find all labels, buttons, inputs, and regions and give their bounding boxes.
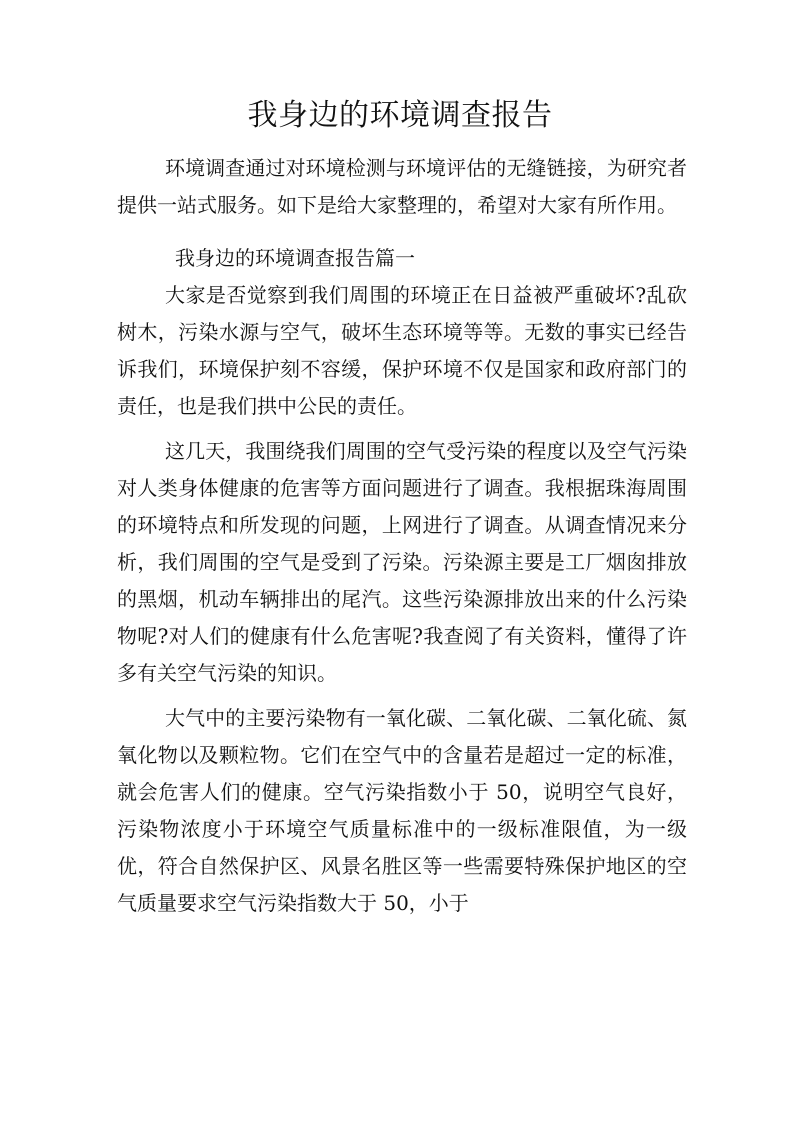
body-paragraph-1: 大家是否觉察到我们周围的环境正在日益被严重破坏?乱砍树木，污染水源与空气，破坏生态环境等等。无数的事实已经告诉我们，环境保护刻不容缓，保护环境不仅是国家和政府部门的责任，也是我们拱中公民的责任。	[117, 283, 687, 418]
document-body	[117, 150, 687, 922]
section-heading: 我身边的环境调查报告篇一	[175, 246, 415, 270]
body-paragraph-2: 这几天，我围绕我们周围的空气受污染的程度以及空气污染对人类身体健康的危害等方面问题进行了调查。我根据珠海周围的环境特点和所发现的问题，上网进行了调查。从调查情况来分析，我们周围的空气是受到了污染。污染源主要是工厂烟囱排放的黑烟，机动车辆排出的尾汽。这些污染源排放出来的什么污染物呢?对人们的健康有什么危害呢?我查阅了有关资料，懂得了许多有关空气污染的知识。	[117, 439, 687, 685]
body-paragraph-3: 大气中的主要污染物有一氧化碳、二氧化碳、二氧化硫、氮氧化物以及颗粒物。它们在空气中的含量若是超过一定的标准，就会危害人们的健康。空气污染指数小于 50，说明空气良好，污染物浓度小于环境空气质量标准中的一级标准限值，为一级优，符合自然保护区、风景名胜区等一些需要特殊保护地区的空气质量要求空气污染指数大于 50，小于	[117, 706, 687, 915]
document-title: 我身边的环境调查报告	[247, 98, 553, 133]
intro-paragraph: 环境调查通过对环境检测与环境评估的无缝链接，为研究者提供一站式服务。如下是给大家整理的，希望对大家有所作用。	[117, 156, 687, 217]
